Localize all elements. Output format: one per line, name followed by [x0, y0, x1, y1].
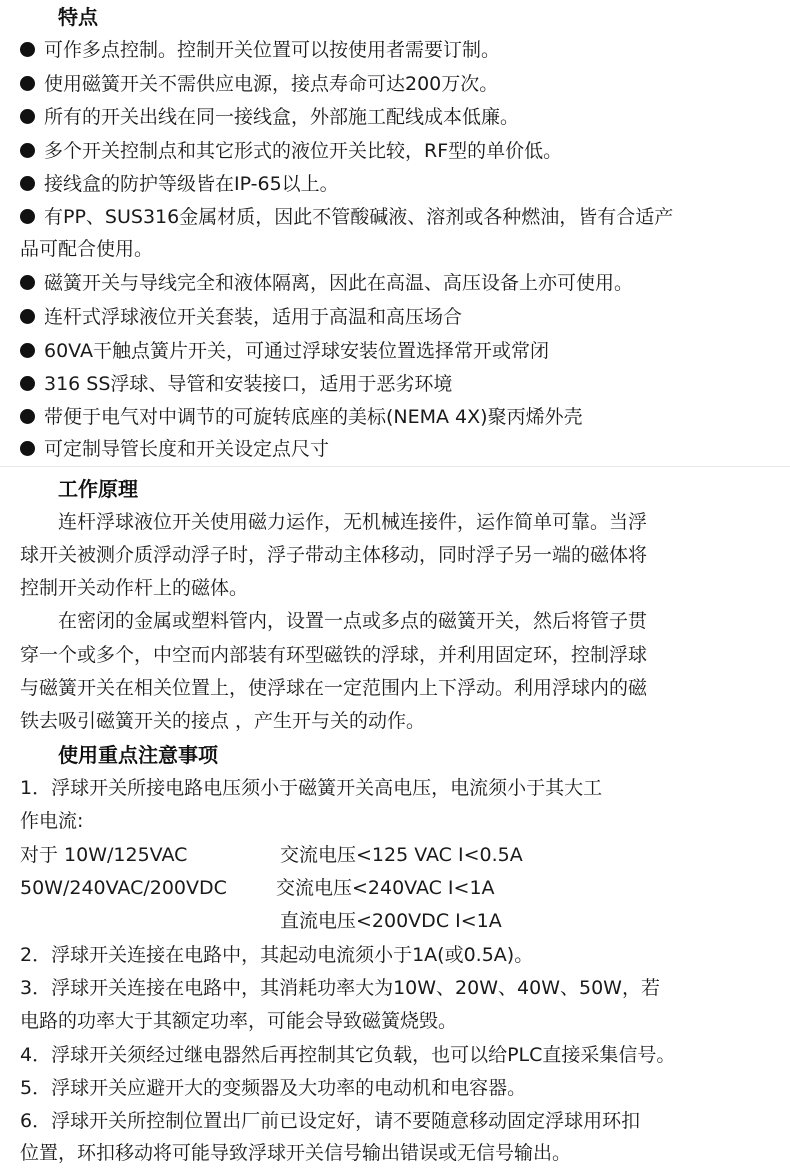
principle-line: 球开关被测介质浮动浮子时，浮子带动主体移动，同时浮子另一端的磁体将 — [20, 544, 648, 566]
section-divider — [0, 466, 790, 467]
note-line: 位置，环扣移动将可能导致浮球开关信号输出错误或无信号输出。 — [20, 1142, 572, 1164]
note-line: 1．浮球开关所接电路电压须小于磁簧开关高电压，电流须小于其大工 — [20, 777, 603, 799]
feature-item-continued: 品可配合使用。 — [20, 238, 154, 260]
bullet-icon — [20, 209, 35, 224]
bullet-icon — [20, 409, 35, 424]
principle-line: 连杆浮球液位开关使用磁力运作，无机械连接件，运作简单可靠。当浮 — [58, 511, 648, 533]
principle-line: 在密闭的金属或塑料管内，设置一点或多点的磁簧开关，然后将管子贯 — [58, 610, 648, 632]
bullet-icon — [20, 176, 35, 191]
bullet-icon — [20, 143, 35, 158]
features-heading: 特点 — [58, 5, 98, 29]
bullet-icon — [20, 441, 35, 456]
feature-item: 连杆式浮球液位开关套装，适用于高温和高压场合 — [20, 305, 462, 329]
feature-item: 磁簧开关与导线完全和液体隔离，因此在高温、高压设备上亦可使用。 — [20, 271, 633, 295]
feature-item: 可作多点控制。控制开关位置可以按使用者需要订制。 — [20, 38, 500, 62]
note-line: 4．浮球开关须经过继电器然后再控制其它负载，也可以给PLC直接采集信号。 — [20, 1044, 676, 1066]
feature-item: 带便于电气对中调节的可旋转底座的美标(NEMA 4X)聚丙烯外壳 — [20, 405, 583, 429]
note-line: 2．浮球开关连接在电路中，其起动电流须小于1A(或0.5A)。 — [20, 944, 534, 966]
feature-item: 接线盒的防护等级皆在IP-65以上。 — [20, 172, 339, 196]
rating-label: 50W/240VAC/200VDC — [20, 877, 227, 899]
bullet-icon — [20, 42, 35, 57]
feature-item: 316 SS浮球、导管和安装接口，适用于恶劣环境 — [20, 372, 452, 396]
note-line: 电路的功率大于其额定功率，可能会导致磁簧烧毁。 — [20, 1010, 458, 1032]
rating-value: 交流电压<240VAC I<1A — [276, 877, 495, 899]
bullet-icon — [20, 309, 35, 324]
bullet-icon — [20, 109, 35, 124]
rating-value: 直流电压<200VDC I<1A — [280, 910, 502, 932]
rating-label: 对于 10W/125VAC — [20, 844, 188, 866]
bullet-icon — [20, 76, 35, 91]
bullet-icon — [20, 343, 35, 358]
feature-item: 可定制导管长度和开关设定点尺寸 — [20, 437, 329, 461]
note-line: 5．浮球开关应避开大的变频器及大功率的电动机和电容器。 — [20, 1077, 527, 1099]
note-line: 作电流: — [20, 810, 84, 832]
notes-heading: 使用重点注意事项 — [58, 743, 218, 767]
principle-heading: 工作原理 — [58, 477, 138, 501]
principle-line: 控制开关动作杆上的磁体。 — [20, 577, 249, 599]
bullet-icon — [20, 376, 35, 391]
feature-item: 使用磁簧开关不需供应电源，接点寿命可达200万次。 — [20, 72, 498, 96]
note-line: 3．浮球开关连接在电路中，其消耗功率大为10W、20W、40W、50W，若 — [20, 977, 660, 999]
feature-item: 多个开关控制点和其它形式的液位开关比较，RF型的单价低。 — [20, 139, 562, 163]
principle-line: 铁去吸引磁簧开关的接点 ，产生开与关的动作。 — [20, 710, 426, 732]
feature-item: 所有的开关出线在同一接线盒，外部施工配线成本低廉。 — [20, 105, 519, 129]
note-line: 6．浮球开关所控制位置出厂前已设定好，请不要随意移动固定浮球用环扣 — [20, 1110, 641, 1132]
feature-item: 60VA干触点簧片开关，可通过浮球安装位置选择常开或常闭 — [20, 339, 549, 363]
bullet-icon — [20, 275, 35, 290]
principle-line: 与磁簧开关在相关位置上，使浮球在一定范围内上下浮动。利用浮球内的磁 — [20, 677, 648, 699]
feature-item: 有PP、SUS316金属材质，因此不管酸碱液、溶剂或各种燃油，皆有合适产 — [20, 205, 673, 229]
rating-value: 交流电压<125 VAC I<0.5A — [280, 844, 523, 866]
principle-line: 穿一个或多个，中空而内部装有环型磁铁的浮球，并利用固定环，控制浮球 — [20, 644, 648, 666]
